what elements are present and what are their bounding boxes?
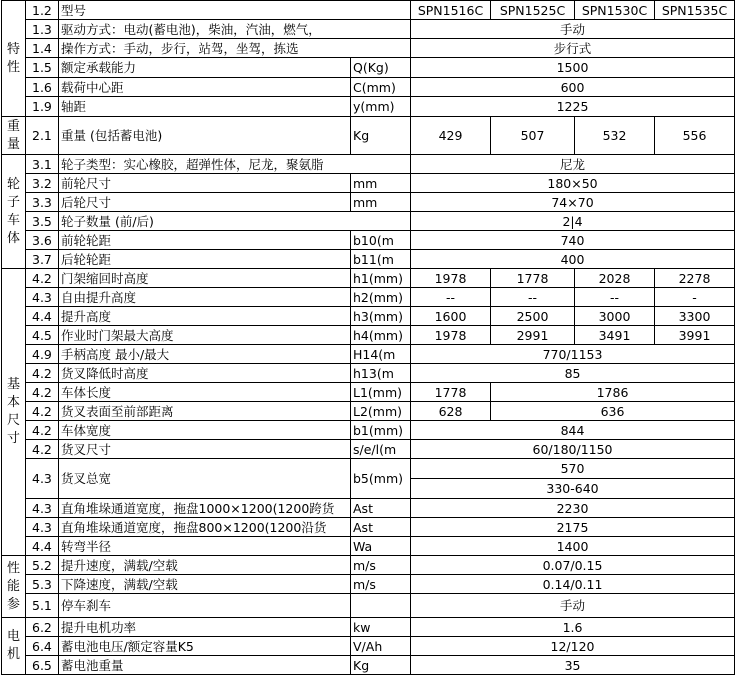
param-value: 636: [491, 402, 735, 421]
param-unit: h2(mm): [351, 288, 411, 307]
param-value: 60/180/1150: [411, 440, 735, 459]
param-value: 0.14/0.11: [411, 575, 735, 594]
param-name: 载荷中心距: [59, 78, 351, 97]
param-name: 货叉总宽: [59, 459, 351, 499]
param-value: 12/120: [411, 637, 735, 656]
param-value: --: [575, 288, 655, 307]
param-value: 429: [411, 117, 491, 155]
param-unit: Kg: [351, 117, 411, 155]
table-row: [2, 212, 735, 231]
row-number: 4.2: [26, 269, 59, 288]
param-unit: Kg: [351, 656, 411, 675]
table-row: [2, 364, 735, 383]
param-name: 自由提升高度: [59, 288, 351, 307]
row-number: 1.6: [26, 78, 59, 97]
category-motor: 电机: [2, 618, 26, 675]
param-value: 507: [491, 117, 575, 155]
model-name: SPN1525C: [491, 1, 575, 20]
row-number: 1.5: [26, 58, 59, 78]
param-value: 1978: [411, 269, 491, 288]
row-number: 5.3: [26, 575, 59, 594]
table-row: [2, 97, 735, 117]
category-wheels: 轮子车体: [2, 155, 26, 269]
param-name: 前轮尺寸: [59, 174, 351, 193]
table-row: [2, 383, 735, 402]
param-name: 车体长度: [59, 383, 351, 402]
param-value: 2230: [411, 499, 735, 518]
param-value: 2028: [575, 269, 655, 288]
param-value: 3491: [575, 326, 655, 345]
param-value: 1778: [491, 269, 575, 288]
param-value: 556: [655, 117, 735, 155]
param-name: 直角堆垛通道宽度，拖盘1000×1200(1200跨货: [59, 499, 351, 518]
row-number: 6.5: [26, 656, 59, 675]
param-value: 1778: [411, 383, 491, 402]
param-value: 844: [411, 421, 735, 440]
row-number: 4.2: [26, 364, 59, 383]
param-name: 型号: [59, 1, 411, 20]
table-row: [2, 326, 735, 345]
param-value: 532: [575, 117, 655, 155]
param-value: 628: [411, 402, 491, 421]
table-row: [2, 637, 735, 656]
model-name: SPN1535C: [655, 1, 735, 20]
table-row: [2, 288, 735, 307]
param-name: 转弯半径: [59, 537, 351, 556]
category-features: 特性: [2, 1, 26, 117]
param-value: 3300: [655, 307, 735, 326]
param-unit: V/Ah: [351, 637, 411, 656]
param-value: 1.6: [411, 618, 735, 637]
row-number: 4.3: [26, 459, 59, 499]
spec-table: [1, 0, 735, 675]
param-value: 1600: [411, 307, 491, 326]
table-row: [2, 402, 735, 421]
param-value: 1786: [491, 383, 735, 402]
row-number: 4.4: [26, 307, 59, 326]
param-unit: Ast: [351, 499, 411, 518]
param-unit: b1(mm): [351, 421, 411, 440]
param-unit: L2(mm): [351, 402, 411, 421]
row-number: 3.3: [26, 193, 59, 212]
param-value: 600: [411, 78, 735, 97]
param-unit: H14(m: [351, 345, 411, 364]
row-number: 4.4: [26, 537, 59, 556]
param-unit: h1(mm): [351, 269, 411, 288]
param-unit: Ast: [351, 518, 411, 537]
row-number: 4.2: [26, 421, 59, 440]
param-name: 额定承载能力: [59, 58, 351, 78]
param-unit: Q(Kg): [351, 58, 411, 78]
table-row: [2, 618, 735, 637]
param-unit: m/s: [351, 556, 411, 575]
row-number: 4.3: [26, 518, 59, 537]
param-unit: mm: [351, 193, 411, 212]
param-value: 2500: [491, 307, 575, 326]
row-number: 4.3: [26, 288, 59, 307]
table-row: [2, 440, 735, 459]
table-row: [2, 556, 735, 575]
table-row: [2, 155, 735, 174]
param-value: 85: [411, 364, 735, 383]
param-unit: h13(m: [351, 364, 411, 383]
table-row: [2, 117, 735, 155]
param-value: 570: [411, 459, 735, 479]
table-row: [2, 656, 735, 675]
param-value: --: [491, 288, 575, 307]
row-number: 4.2: [26, 402, 59, 421]
param-name: 直角堆垛通道宽度，拖盘800×1200(1200沿货: [59, 518, 351, 537]
param-unit: kw: [351, 618, 411, 637]
table-row: [2, 537, 735, 556]
param-value: 步行式: [411, 39, 735, 58]
row-number: 5.1: [26, 594, 59, 618]
param-unit: mm: [351, 174, 411, 193]
table-row: [2, 193, 735, 212]
param-value: 180×50: [411, 174, 735, 193]
param-name: 轮子类型：实心橡胶，超弹性体，尼龙，聚氨脂: [59, 155, 411, 174]
param-name: 重量 (包括蓄电池): [59, 117, 351, 155]
param-value: 1978: [411, 326, 491, 345]
param-value: 2278: [655, 269, 735, 288]
param-name: 后轮尺寸: [59, 193, 351, 212]
table-row: [2, 575, 735, 594]
param-value: 74×70: [411, 193, 735, 212]
param-unit: s/e/l(m: [351, 440, 411, 459]
row-number: 5.2: [26, 556, 59, 575]
param-unit: b11(m: [351, 250, 411, 269]
param-name: 提升高度: [59, 307, 351, 326]
param-name: 货叉尺寸: [59, 440, 351, 459]
param-name: 后轮轮距: [59, 250, 351, 269]
param-value: 330-640: [411, 479, 735, 499]
param-name: 蓄电池重量: [59, 656, 351, 675]
param-value: 手动: [411, 594, 735, 618]
param-name: 手柄高度 最小/最大: [59, 345, 351, 364]
table-row: [2, 345, 735, 364]
param-value: 尼龙: [411, 155, 735, 174]
row-number: 1.2: [26, 1, 59, 20]
param-name: 作业时门架最大高度: [59, 326, 351, 345]
param-name: 蓄电池电压/额定容量K5: [59, 637, 351, 656]
param-name: 停车刹车: [59, 594, 351, 618]
param-name: 货叉表面至前部距离: [59, 402, 351, 421]
param-value: -: [655, 288, 735, 307]
table-row: [2, 594, 735, 618]
row-number: 4.2: [26, 383, 59, 402]
param-value: 1500: [411, 58, 735, 78]
param-name: 门架缩回时高度: [59, 269, 351, 288]
param-unit: m/s: [351, 575, 411, 594]
param-value: 1400: [411, 537, 735, 556]
param-unit: b10(m: [351, 231, 411, 250]
table-row: [2, 20, 735, 39]
param-value: 3000: [575, 307, 655, 326]
category-perf: 性能参: [2, 556, 26, 618]
row-number: 2.1: [26, 117, 59, 155]
param-name: 前轮轮距: [59, 231, 351, 250]
param-value: 手动: [411, 20, 735, 39]
param-name: 车体宽度: [59, 421, 351, 440]
param-value: 770/1153: [411, 345, 735, 364]
param-unit: L1(mm): [351, 383, 411, 402]
category-dims: 基本尺寸: [2, 269, 26, 556]
table-row: [2, 307, 735, 326]
param-unit: h4(mm): [351, 326, 411, 345]
param-name: 轴距: [59, 97, 351, 117]
table-row: [2, 58, 735, 78]
row-number: 4.3: [26, 499, 59, 518]
param-name: 轮子数量 (前/后): [59, 212, 411, 231]
param-value: 35: [411, 656, 735, 675]
row-number: 3.1: [26, 155, 59, 174]
param-value: 400: [411, 250, 735, 269]
param-name: 提升电机功率: [59, 618, 351, 637]
row-number: 3.2: [26, 174, 59, 193]
table-row: [2, 518, 735, 537]
param-unit: [351, 594, 411, 618]
row-number: 3.6: [26, 231, 59, 250]
param-value: 0.07/0.15: [411, 556, 735, 575]
table-row: [2, 39, 735, 58]
param-value: 3991: [655, 326, 735, 345]
row-number: 3.5: [26, 212, 59, 231]
param-value: 1225: [411, 97, 735, 117]
table-row: [2, 499, 735, 518]
param-name: 货叉降低时高度: [59, 364, 351, 383]
param-value: 2175: [411, 518, 735, 537]
table-row: [2, 421, 735, 440]
row-number: 1.4: [26, 39, 59, 58]
table-row: [2, 174, 735, 193]
param-name: 下降速度，满载/空载: [59, 575, 351, 594]
param-value: 740: [411, 231, 735, 250]
row-number: 1.9: [26, 97, 59, 117]
row-number: 6.4: [26, 637, 59, 656]
model-name: SPN1530C: [575, 1, 655, 20]
param-name: 驱动方式：电动(蓄电池)，柴油，汽油，燃气，: [59, 20, 411, 39]
param-unit: Wa: [351, 537, 411, 556]
param-name: 提升速度，满载/空载: [59, 556, 351, 575]
table-row: [2, 459, 735, 479]
row-number: 4.9: [26, 345, 59, 364]
row-number: 3.7: [26, 250, 59, 269]
row-number: 1.3: [26, 20, 59, 39]
table-row: [2, 269, 735, 288]
table-row: [2, 1, 735, 20]
row-number: 6.2: [26, 618, 59, 637]
table-row: [2, 250, 735, 269]
param-unit: C(mm): [351, 78, 411, 97]
param-name: 操作方式：手动，步行，站驾，坐驾，拣选: [59, 39, 411, 58]
param-unit: b5(mm): [351, 459, 411, 499]
param-value: --: [411, 288, 491, 307]
param-value: 2991: [491, 326, 575, 345]
table-row: [2, 78, 735, 97]
category-weight: 重量: [2, 117, 26, 155]
model-name: SPN1516C: [411, 1, 491, 20]
table-row: [2, 231, 735, 250]
param-unit: y(mm): [351, 97, 411, 117]
param-unit: h3(mm): [351, 307, 411, 326]
row-number: 4.2: [26, 440, 59, 459]
param-value: 2|4: [411, 212, 735, 231]
row-number: 4.5: [26, 326, 59, 345]
